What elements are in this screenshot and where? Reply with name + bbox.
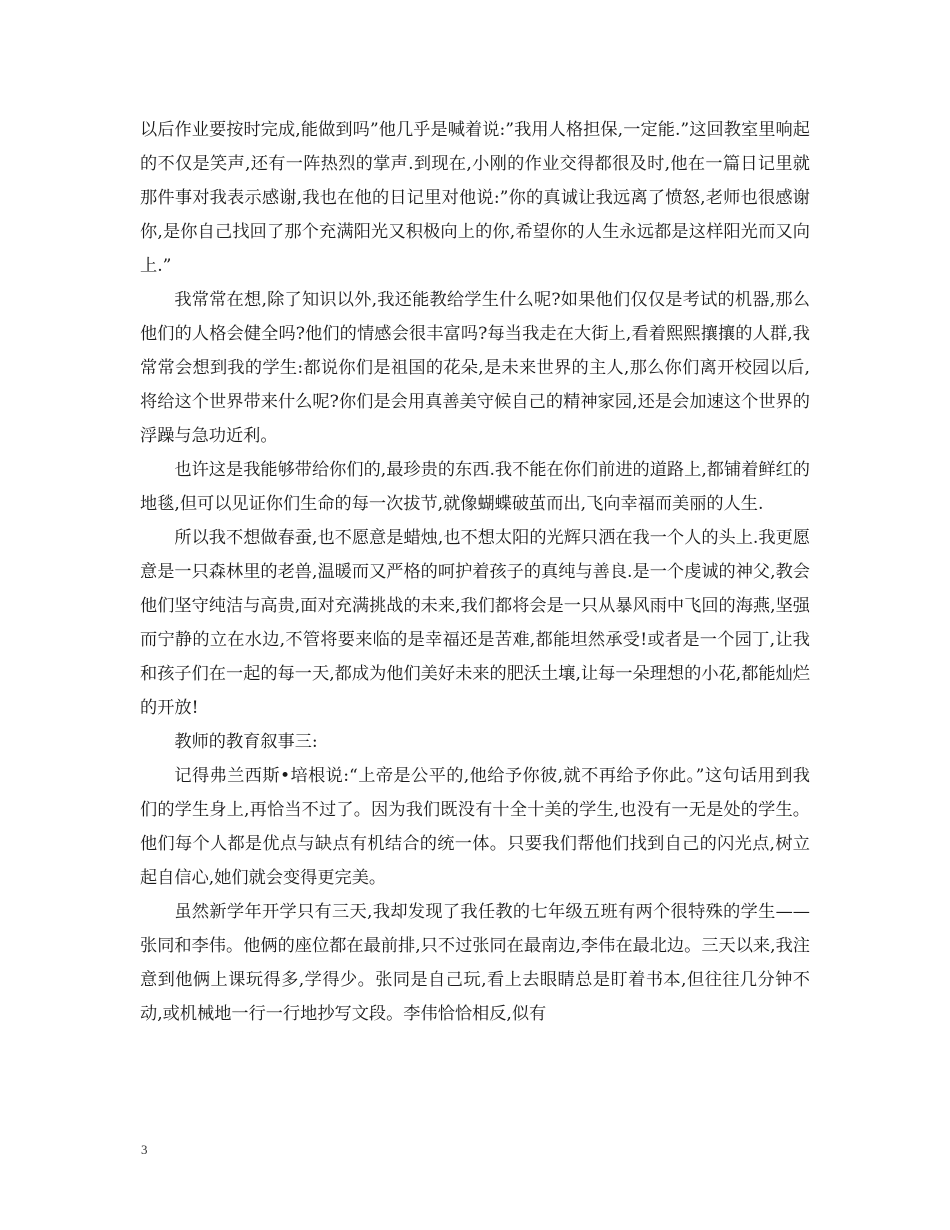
paragraph-1: 以后作业要按时完成,能做到吗”他几乎是喊着说:”我用人格担保,一定能.”这回教室里响起的不仅是笑声,还有一阵热烈的掌声.到现在,小刚的作业交得都很及时,他在一篇日记里就那件事对我表示感谢,我也在他的日记里对他说:”你的真诚让我远离了愤怒,老师也很感谢你,是你自己找回了那个充满阳光又积极向上的你,希望你的人生永远都是这样阳光而又向上.” bbox=[140, 120, 810, 276]
page-number: 3 bbox=[141, 1142, 148, 1157]
paragraph-3: 也许这是我能够带给你们的,最珍贵的东西.我不能在你们前进的道路上,都铺着鲜红的地毯,但可以见证你们生命的每一次拔节,就像蝴蝶破茧而出,飞向幸福而美丽的人生. bbox=[140, 460, 810, 514]
paragraph-2: 我常常在想,除了知识以外,我还能教给学生什么呢?如果他们仅仅是考试的机器,那么他们的人格会健全吗?他们的情感会很丰富吗?每当我走在大街上,看着熙熙攘攘的人群,我常常会想到我的学生:都说你们是祖国的花朵,是未来世界的主人,那么你们离开校园以后,将给这个世界带来什么呢?你们是会用真善美守候自己的精神家园,还是会加速这个世界的浮躁与急功近利。 bbox=[140, 290, 810, 446]
paragraph-6: 虽然新学年开学只有三天,我却发现了我任教的七年级五班有两个很特殊的学生——张同和李伟。他俩的座位都在最前排,只不过张同在最南边,李伟在最北边。三天以来,我注意到他俩上课玩得多,学得少。张同是自己玩,看上去眼睛总是盯着书本,但往往几分钟不动,或机械地一行一行地抄写文段。李伟恰恰相反,似有 bbox=[140, 902, 810, 1024]
section-heading: 教师的教育叙事三: bbox=[174, 732, 318, 752]
document-body bbox=[140, 113, 810, 1031]
paragraph-4: 所以我不想做春蚕,也不愿意是蜡烛,也不想太阳的光辉只洒在我一个人的头上.我更愿意是一只森林里的老兽,温暖而又严格的呵护着孩子的真纯与善良.是一个虔诚的神父,教会他们坚守纯洁与高贵,面对充满挑战的未来,我们都将会是一只从暴风雨中飞回的海燕,坚强而宁静的立在水边,不管将要来临的是幸福还是苦难,都能坦然承受!或者是一个园丁,让我和孩子们在一起的每一天,都成为他们美好未来的肥沃土壤,让每一朵理想的小花,都能灿烂的开放! bbox=[140, 528, 810, 718]
paragraph-5: 记得弗兰西斯•培根说:“上帝是公平的,他给予你彼,就不再给予你此。”这句话用到我们的学生身上,再恰当不过了。因为我们既没有十全十美的学生,也没有一无是处的学生。他们每个人都是优点与缺点有机结合的统一体。只要我们帮他们找到自己的闪光点,树立起自信心,她们就会变得更完美。 bbox=[140, 766, 810, 888]
